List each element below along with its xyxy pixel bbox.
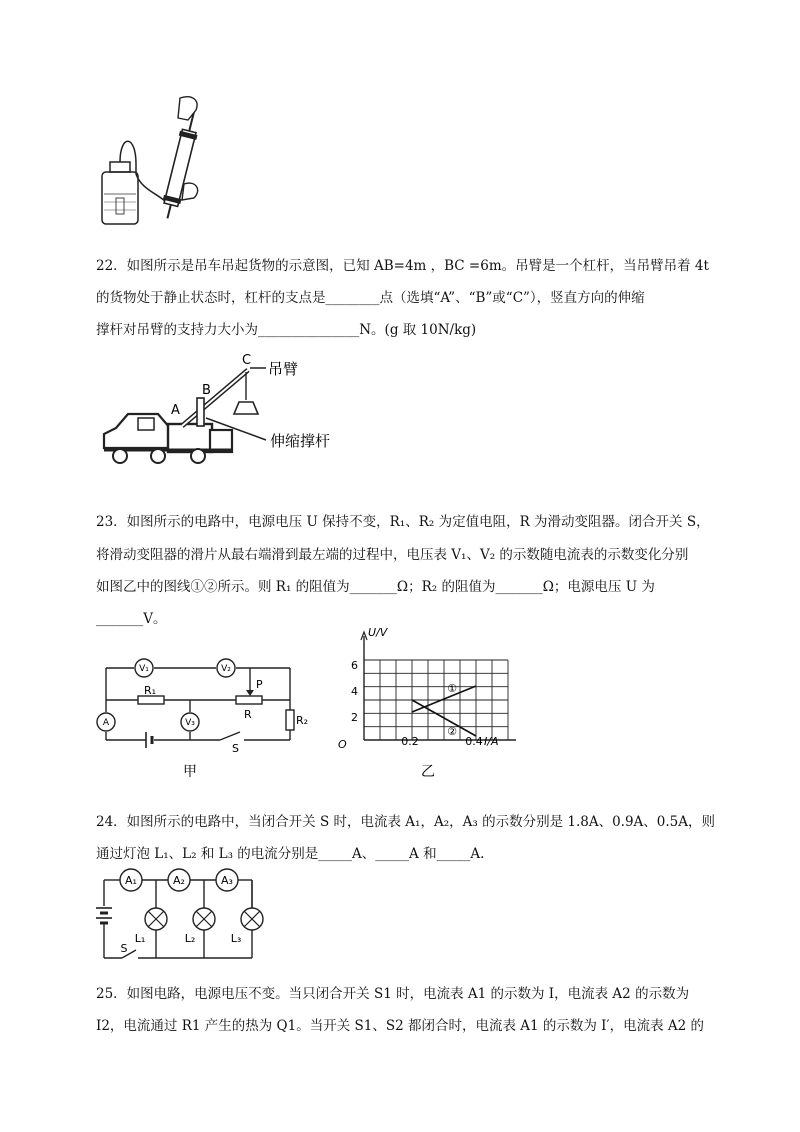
- graph-ylabel: U/V: [368, 626, 388, 639]
- graph-ytick-2: 2: [351, 711, 358, 724]
- q23-line-4: _______V。: [96, 611, 167, 627]
- syringe-bottle-figure: [96, 94, 226, 234]
- circuit-r-label: R: [244, 708, 252, 721]
- lamp-circuit-a1-label: A₁: [125, 874, 137, 887]
- circuit-jia-figure: [94, 652, 309, 780]
- circuit-v2-label: V₂: [221, 664, 231, 674]
- circuit-ammeter-label: A: [102, 718, 110, 728]
- crane-figure: [98, 352, 338, 470]
- circuit-r1-label: R₁: [144, 684, 157, 697]
- graph-caption: 乙: [421, 764, 435, 780]
- lamp-circuit-l3-label: L₃: [230, 932, 242, 945]
- lamp-circuit-s-label: S: [120, 942, 128, 955]
- q22-line-2: 的货物处于静止状态时，杠杆的支点是________点（选填“A”、“B”或“C”），竖直方向的伸缩: [96, 290, 645, 306]
- circuit-v3-label: V₃: [185, 718, 195, 728]
- crane-label-rod: 伸缩撑杆: [270, 432, 331, 450]
- q24-line-1: 24．如图所示的电路中，当闭合开关 S 时，电流表 A₁，A₂，A₃ 的示数分别是 1.8A、0.9A、0.5A，则: [96, 814, 716, 830]
- graph-curve-2-label: ②: [447, 725, 457, 738]
- lamp-circuit-figure: [94, 866, 268, 964]
- graph-xtick-02: 0.2: [401, 735, 419, 748]
- crane-label-b: B: [202, 383, 211, 398]
- q23-line-1: 23．如图所示的电路中，电源电压 U 保持不变，R₁、R₂ 为定值电阻，R 为滑动变阻器。闭合开关 S，: [96, 514, 710, 530]
- graph-xtick-04: 0.4: [465, 735, 483, 748]
- q25-line-2: I2，电流通过 R1 产生的热为 Q1。当开关 S1、S2 都闭合时，电流表 A1 的示数为 I′，电流表 A2 的: [96, 1018, 704, 1034]
- circuit-caption: 甲: [183, 764, 197, 780]
- graph-yi-figure: [334, 624, 524, 782]
- circuit-s-label: S: [232, 742, 239, 755]
- crane-label-a: A: [171, 403, 180, 418]
- graph-ytick-4: 4: [351, 685, 358, 698]
- graph-ytick-6: 6: [351, 659, 358, 672]
- graph-curve-1-label: ①: [447, 682, 457, 695]
- lamp-circuit-l1-label: L₁: [134, 932, 146, 945]
- lamp-circuit-a3-label: A₃: [221, 874, 233, 887]
- q24-line-2: 通过灯泡 L₁、L₂ 和 L₃ 的电流分别是_____A、_____A 和_____A.: [96, 846, 485, 862]
- q23-line-3: 如图乙中的图线①②所示。则 R₁ 的阻值为_______Ω；R₂ 的阻值为_______Ω；电源电压 U 为: [96, 579, 655, 595]
- graph-origin: O: [338, 738, 347, 751]
- q22-line-3: 撑杆对吊臂的支持力大小为_______________N。(g 取 10N/kg): [96, 322, 477, 338]
- circuit-v1-label: V₁: [139, 664, 149, 674]
- q22-line-1: 22．如图所示是吊车吊起货物的示意图，已知 AB=4m ，BC =6m。吊臂是一个杠杆，当吊臂吊着 4t: [96, 258, 709, 274]
- circuit-p-label: P: [256, 678, 263, 691]
- q25-line-1: 25．如图电路，电源电压不变。当只闭合开关 S1 时，电流表 A1 的示数为 I，电流表 A2 的示数为: [96, 986, 690, 1002]
- q23-line-2: 将滑动变阻器的滑片从最右端滑到最左端的过程中，电压表 V₁、V₂ 的示数随电流表的示数变化分别: [96, 547, 689, 563]
- lamp-circuit-a2-label: A₂: [173, 874, 185, 887]
- crane-label-c: C: [242, 353, 252, 368]
- lamp-circuit-l2-label: L₂: [184, 932, 196, 945]
- crane-label-arm: 吊臂: [268, 360, 299, 378]
- graph-xlabel: I/A: [484, 735, 499, 748]
- circuit-r2-label: R₂: [296, 714, 309, 727]
